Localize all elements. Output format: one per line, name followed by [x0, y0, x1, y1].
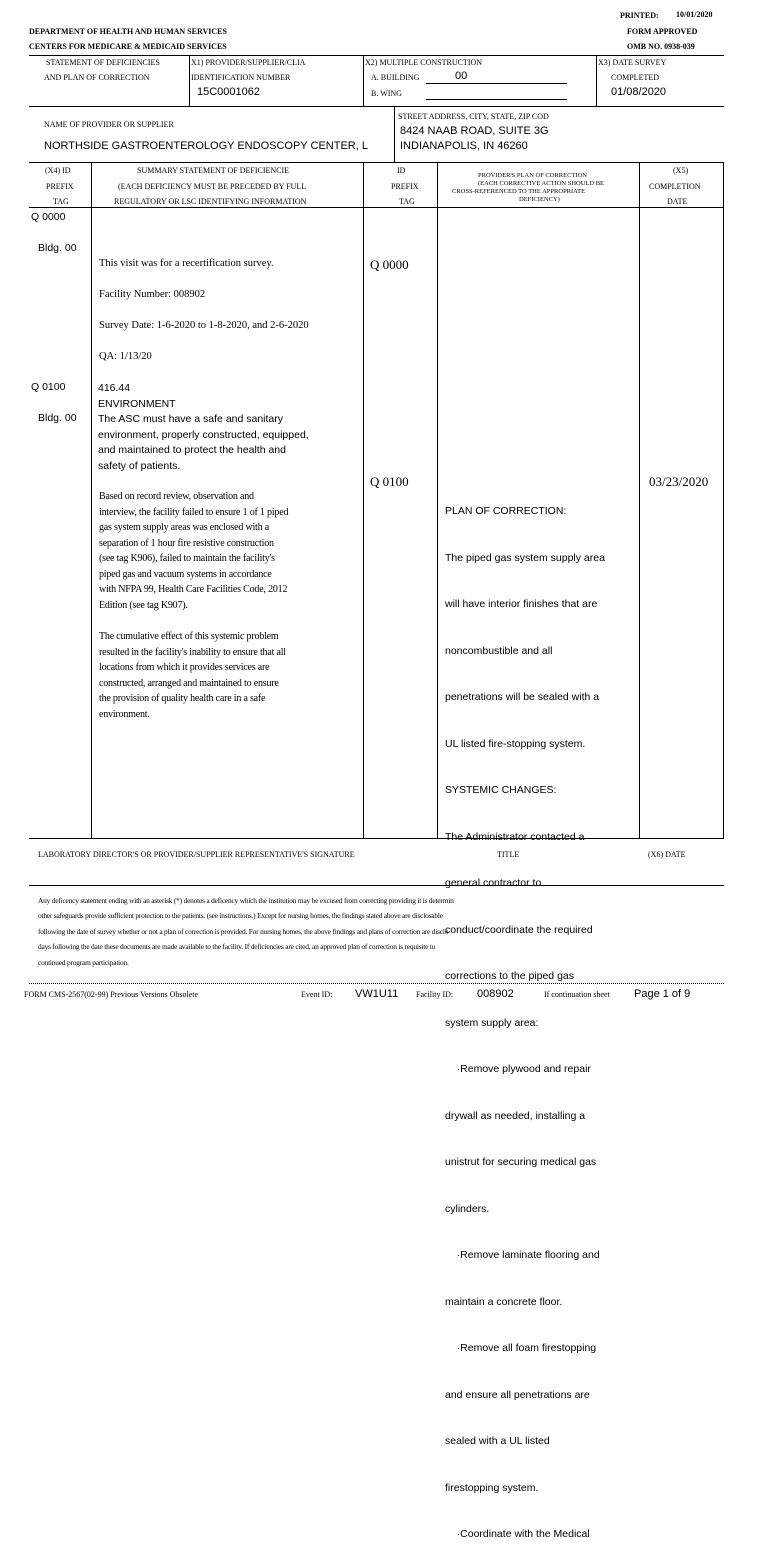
plan-line: ·Remove plywood and repair [445, 1063, 591, 1075]
finding-line: piped gas and vacuum systems in accordance [99, 568, 272, 580]
wing-underline [426, 99, 567, 100]
building-label: A. BUILDING [371, 73, 420, 82]
plan-line: UL listed fire-stopping system. [445, 737, 586, 750]
footer-line [29, 983, 724, 984]
regulation-block [98, 381, 360, 475]
id-prefix-tag-2: Q 0100 [370, 474, 409, 489]
director-signature-label: LABORATORY DIRECTOR'S OR PROVIDER/SUPPLIER REPRESENTATIVE'S SIGNATURE [38, 850, 355, 859]
header-bottom-line [29, 207, 724, 208]
plan-line: ·Remove all foam firestopping [445, 1342, 597, 1354]
disclaimer-line: continued program participation. [38, 957, 129, 967]
finding-line: environment. [99, 708, 150, 720]
signature-date-label: (X6) DATE [648, 850, 686, 859]
plan-line: firestopping system. [445, 1481, 539, 1494]
plan-line: drywall as needed, installing a [445, 1109, 586, 1122]
finding-line: gas system supply areas was enclosed with a [99, 522, 269, 533]
x4-header-3: TAG [53, 197, 69, 206]
finding-line: constructed, arranged and maintained to ensure [99, 677, 279, 689]
finding-line: Edition (see tag K907). [99, 599, 188, 611]
plan-header-1: PROVIDER'S PLAN OF CORRECTION [478, 172, 587, 179]
id-header-2: PREFIX [391, 182, 419, 191]
survey-completed-date: 01/08/2020 [611, 86, 667, 98]
column-line [639, 162, 640, 838]
plan-label: AND PLAN OF CORRECTION [44, 73, 150, 82]
box-divider [29, 106, 724, 107]
summary-header-2: (EACH DEFICIENCY MUST BE PRECEDED BY FULL [118, 182, 307, 191]
x3-sub-label: COMPLETED [611, 73, 659, 82]
x5-header-1: (X5) [673, 166, 689, 175]
id-header-3: TAG [399, 197, 415, 206]
continuation-label: If continuation sheet [544, 990, 610, 999]
address-line-2: INDIANAPOLIS, IN 46260 [400, 140, 528, 152]
survey-date: Survey Date: 1-6-2020 to 1-8-2020, and 2-6-2020 [99, 320, 309, 331]
finding-line: separation of 1 hour fire resistive construction [99, 537, 274, 549]
finding-line: The cumulative effect of this systemic problem [99, 631, 279, 642]
visit-statement: This visit was for a recertification survey. [99, 258, 274, 269]
id-prefix-tag-1: Q 0000 [370, 257, 409, 272]
x4-header-2: PREFIX [46, 182, 74, 191]
disclaimer-line: Any deficency statement ending with an asterisk (*) denotes a deficency which the institution may be excused from correcting providing it is determin [38, 896, 454, 905]
x4-header-1: (X4) ID [45, 166, 71, 175]
box-divider [29, 162, 724, 163]
x1-label: X1) PROVIDER/SUPPLIER/CLIA [191, 58, 306, 67]
page-number: Page 1 of 9 [634, 988, 691, 1000]
regulation-text-line: safety of patients. [98, 459, 181, 472]
disclaimer-line: days following the date these documents are made available to the facility. If deficiencies are cited, an approved plan of correction is requisite to [38, 942, 436, 952]
finding-line: (see tag K906), failed to maintain the facility's [99, 553, 275, 564]
x5-header-2: COMPLETION [649, 182, 701, 191]
provider-id-value: 15C0001062 [197, 86, 261, 98]
form-approved: FORM APPROVED [627, 27, 698, 36]
regulation-title: ENVIRONMENT [98, 397, 176, 410]
provider-name-label: NAME OF PROVIDER OR SUPPLIER [44, 120, 174, 129]
facility-number: Facility Number: 008902 [99, 289, 206, 300]
building-tag-1: Bldg. 00 [38, 242, 77, 254]
id-header-1: ID [397, 166, 406, 175]
finding-paragraph-2 [99, 629, 361, 722]
disclaimer-line: following the date of survey whether or not a plan of correction is provided. For nursing homes, the above findings and plans of correction are disclo [38, 926, 449, 936]
event-id-label: Event ID: [301, 990, 333, 999]
plan-of-correction [445, 473, 637, 1558]
plan-header-3: CROSS-REFERENCED TO THE APPROPRIATE [452, 188, 586, 195]
box-divider [189, 55, 190, 106]
centers-name: CENTERS FOR MEDICARE & MEDICAID SERVICES [29, 42, 227, 51]
plan-line: will have interior finishes that are [445, 598, 598, 610]
column-line [91, 162, 92, 838]
qa-date: QA: 1/13/20 [99, 351, 152, 362]
finding-line: resulted in the facility's inability to ensure that all [99, 646, 286, 658]
printed-label: PRINTED: [620, 11, 659, 20]
disclaimer-line: other safeguards provide sufficient protection to the patients. (see instructions.) Except for nursing homes, the findings stated above are disclosable [38, 911, 443, 921]
regulation-text-line: environment, properly constructed, equipped, [98, 428, 309, 441]
provider-name-value: NORTHSIDE GASTROENTEROLOGY ENDOSCOPY CENTER, L [44, 140, 368, 152]
plan-line: ·Coordinate with the Medical [445, 1528, 590, 1540]
regulation-text-line: and maintained to protect the health and [98, 444, 286, 457]
x1-sub-label: IDENTIFICATION NUMBER [191, 73, 291, 82]
summary-header-1: SUMMARY STATEMENT OF DEFICIENCIE [137, 166, 290, 175]
event-id-value: VW1U11 [355, 988, 399, 1000]
finding-line: locations from which it provides services are [99, 662, 270, 673]
finding-line: interview, the facility failed to ensure 1 of 1 piped [99, 506, 289, 518]
printed-date: 10/01/2020 [676, 10, 713, 19]
plan-line: ·Remove laminate flooring and [445, 1249, 600, 1261]
regulation-number: 416.44 [98, 382, 131, 394]
plan-line: penetrations will be sealed with a [445, 691, 600, 703]
plan-header-4: DEFICIENCY) [519, 196, 560, 203]
plan-line: maintain a concrete floor. [445, 1295, 563, 1308]
column-line [723, 162, 724, 838]
plan-line: unistrut for securing medical gas [445, 1156, 597, 1168]
plan-line: SYSTEMIC CHANGES: [445, 784, 557, 796]
plan-line: conduct/coordinate the required [445, 923, 593, 936]
signature-line [29, 885, 724, 886]
box-divider [363, 55, 364, 106]
building-underline [426, 83, 567, 84]
address-label: STREET ADDRESS, CITY, STATE, ZIP COD [398, 112, 549, 121]
completion-date: 03/23/2020 [649, 474, 709, 489]
column-line [363, 162, 364, 838]
omb-number: OMB NO. 0938-039 [627, 42, 695, 51]
plan-line: The Administrator contacted a [445, 830, 585, 843]
prefix-tag-2: Q 0100 [31, 381, 66, 393]
plan-line: and ensure all penetrations are [445, 1388, 590, 1401]
summary-header-3: REGULATORY OR LSC IDENTIFYING INFORMATION [114, 197, 307, 206]
building-tag-2: Bldg. 00 [38, 412, 77, 424]
x5-header-3: DATE [667, 197, 688, 206]
plan-line: system supply area: [445, 1016, 539, 1029]
form-number: FORM CMS-2567(02-99) Previous Versions Obsolete [24, 990, 199, 999]
box-divider [596, 55, 597, 106]
finding-line: Based on record review, observation and [99, 491, 254, 502]
facility-id-label: Facility ID: [416, 990, 454, 999]
plan-line: general contractor to [445, 877, 542, 889]
plan-line: The piped gas system supply area [445, 551, 605, 564]
plan-line: noncombustible and all [445, 644, 553, 657]
plan-header-2: (EACH CORRECTIVE ACTION SHOULD BE [478, 180, 605, 187]
x2-label: X2) MULTIPLE CONSTRUCTION [365, 58, 483, 67]
prefix-tag-1: Q 0000 [31, 211, 66, 223]
address-line-1: 8424 NAAB ROAD, SUITE 3G [400, 125, 549, 137]
box-top-border [29, 55, 724, 56]
statement-label: STATEMENT OF DEFICIENCIES [46, 58, 160, 67]
disclaimer [38, 893, 728, 970]
building-value: 00 [455, 70, 468, 82]
column-line [437, 162, 438, 838]
plan-line: corrections to the piped gas [445, 970, 574, 982]
plan-line: sealed with a UL listed [445, 1435, 550, 1447]
x3-label: X3) DATE SURVEY [598, 58, 667, 67]
wing-label: B. WING [371, 89, 402, 98]
department-name: DEPARTMENT OF HEALTH AND HUMAN SERVICES [29, 27, 227, 36]
finding-line: with NFPA 99, Health Care Facilities Code, 2012 [99, 584, 288, 595]
box-divider [394, 106, 395, 162]
plan-line: cylinders. [445, 1202, 490, 1215]
finding-line: the provision of quality health care in a safe [99, 693, 266, 704]
title-label: TITLE [497, 850, 520, 859]
facility-id-value: 008902 [477, 988, 514, 1000]
plan-line: PLAN OF CORRECTION: [445, 505, 567, 517]
regulation-text-line: The ASC must have a safe and sanitary [98, 413, 284, 426]
finding-paragraph-1 [99, 489, 361, 613]
